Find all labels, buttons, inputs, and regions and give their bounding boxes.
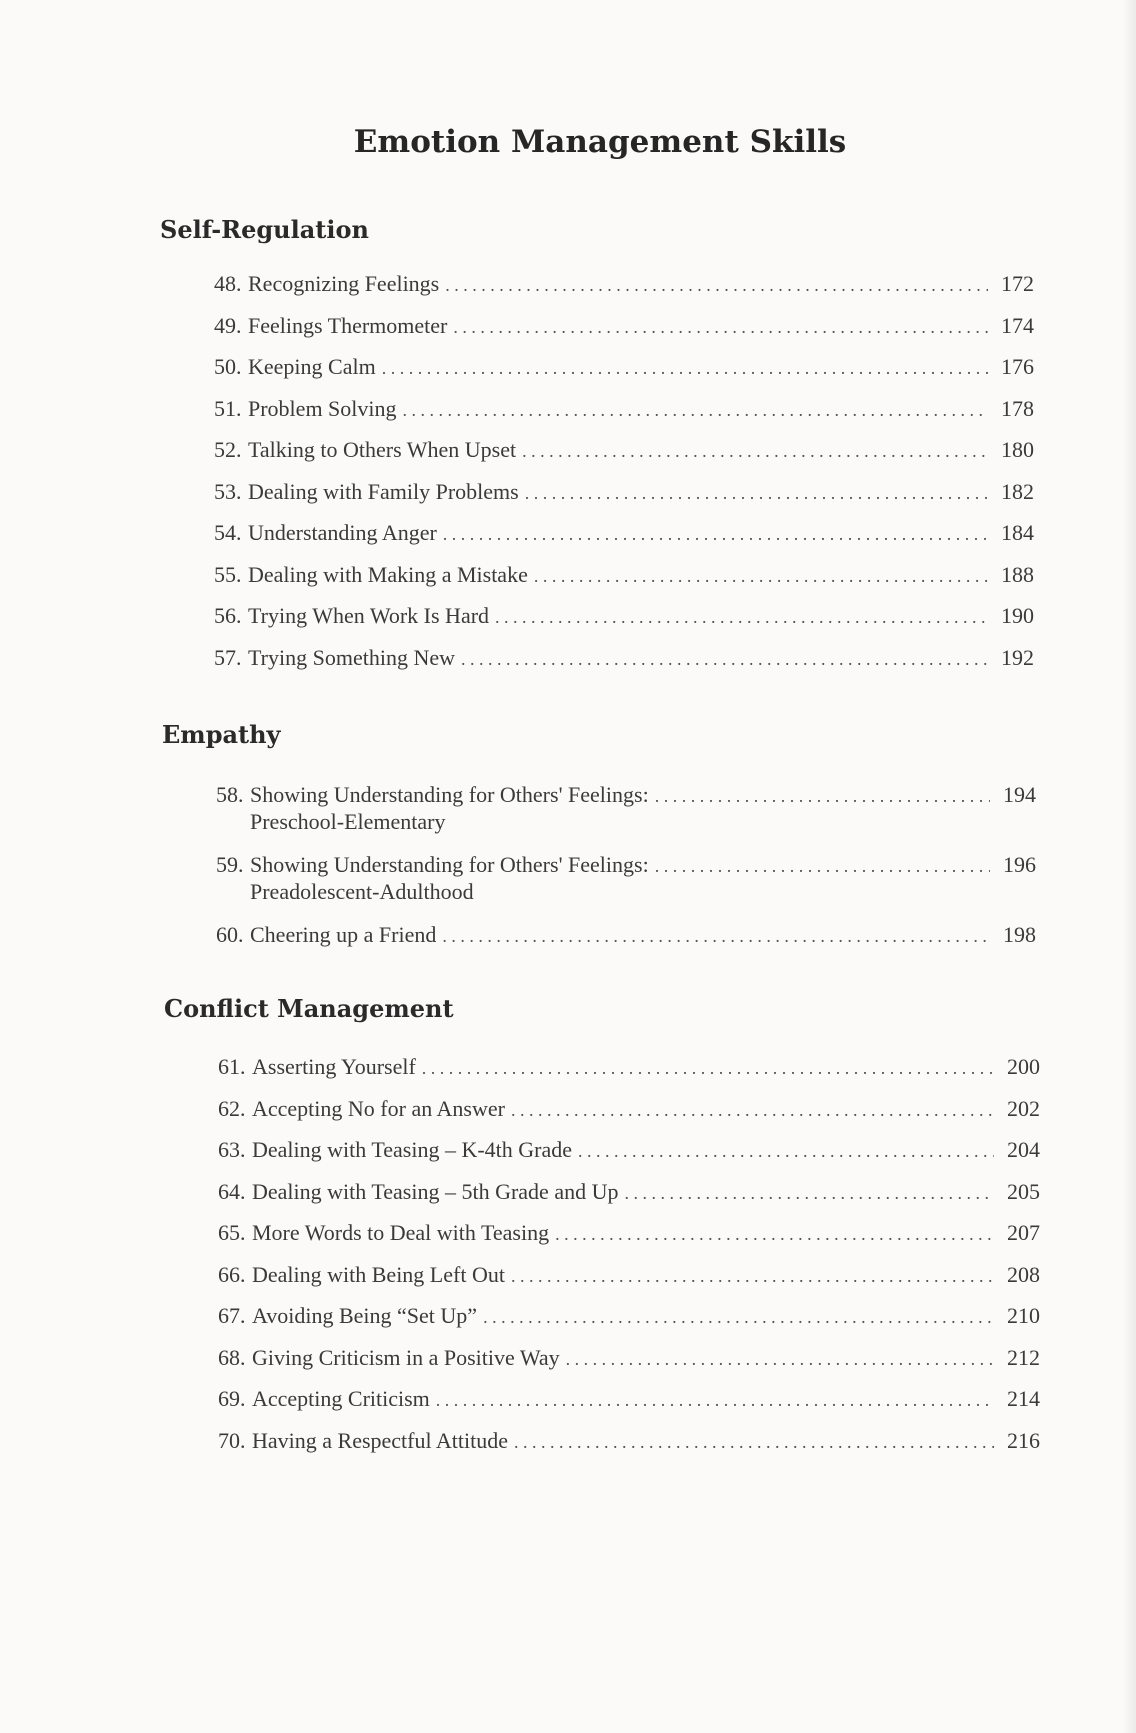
dot-leader [534, 563, 988, 589]
entry-page: 212 [1007, 1344, 1040, 1370]
toc-entry[interactable] [218, 1303, 1040, 1345]
toc-entry[interactable] [218, 1096, 1040, 1138]
entry-title: Showing Understanding for Others' Feelings: [250, 782, 649, 807]
dot-leader [495, 604, 988, 630]
entry-page: 200 [1007, 1054, 1040, 1079]
entry-number: 54. [214, 520, 242, 545]
toc-entry[interactable] [218, 1428, 1040, 1470]
toc-entry[interactable] [214, 271, 1034, 313]
entry-title: Keeping Calm [248, 354, 376, 379]
entry-number: 56. [214, 603, 242, 628]
entry-number: 63. [218, 1137, 246, 1162]
section-self-regulation [160, 215, 1035, 686]
entry-number: 53. [214, 478, 242, 504]
page-edge-shadow [1122, 0, 1136, 1733]
toc-entry[interactable] [216, 852, 1036, 922]
dot-leader [655, 853, 990, 879]
entry-title: Dealing with Family Problems [248, 478, 519, 504]
entry-title: Showing Understanding for Others' Feelings: [250, 852, 649, 877]
dot-leader [555, 1221, 994, 1247]
dot-leader [422, 1055, 994, 1081]
toc-entry[interactable] [218, 1137, 1040, 1179]
toc-entry[interactable] [214, 603, 1034, 645]
dot-leader [382, 355, 988, 381]
entry-page: 207 [1007, 1220, 1040, 1245]
page-title: Emotion Management Skills [353, 124, 847, 160]
entry-title: Giving Criticism in a Positive Way [252, 1344, 560, 1370]
section-heading: Self-Regulation [160, 215, 369, 244]
entry-page: 216 [1007, 1427, 1040, 1453]
entry-title: Avoiding Being “Set Up” [252, 1303, 478, 1328]
section-empathy [162, 720, 1037, 964]
toc-entry[interactable] [218, 1345, 1040, 1387]
dot-leader [566, 1346, 994, 1372]
dot-leader [445, 272, 988, 298]
entry-number: 66. [218, 1261, 246, 1287]
entry-title: Talking to Others When Upset [248, 437, 517, 462]
dot-leader [655, 783, 990, 809]
entry-page: 180 [1001, 437, 1034, 462]
dot-leader [453, 314, 988, 340]
entry-title: More Words to Deal with Teasing [252, 1220, 550, 1245]
dot-leader [403, 397, 988, 423]
entry-number: 64. [218, 1178, 246, 1204]
entry-page: 214 [1007, 1386, 1040, 1411]
entry-title: Feelings Thermometer [248, 312, 448, 338]
dot-leader [624, 1180, 994, 1206]
entry-subtitle: Preschool-Elementary [250, 809, 446, 834]
dot-leader [578, 1138, 994, 1164]
entry-number: 52. [214, 437, 242, 462]
entry-page: 204 [1007, 1137, 1040, 1162]
toc-entry[interactable] [216, 782, 1036, 852]
entry-title: Having a Respectful Attitude [252, 1427, 508, 1453]
toc-entry[interactable] [214, 396, 1034, 438]
dot-leader [443, 521, 988, 547]
entry-page: 205 [1007, 1178, 1040, 1204]
toc-entry[interactable] [218, 1262, 1040, 1304]
entry-title: Understanding Anger [248, 520, 437, 545]
entry-page: 196 [1003, 852, 1036, 877]
dot-leader [442, 923, 990, 949]
toc-entry[interactable] [214, 313, 1034, 355]
dot-leader [522, 438, 988, 464]
entry-title: Accepting Criticism [252, 1386, 430, 1411]
entry-page: 208 [1007, 1261, 1040, 1287]
entry-title: Asserting Yourself [252, 1054, 416, 1079]
entry-title: Trying Something New [248, 644, 455, 670]
dot-leader [514, 1429, 994, 1455]
entry-page: 198 [1003, 922, 1036, 947]
entry-page: 176 [1001, 354, 1034, 379]
entry-title: Trying When Work Is Hard [248, 603, 490, 628]
toc-entry[interactable] [218, 1054, 1040, 1096]
toc-entry[interactable] [218, 1386, 1040, 1428]
dot-leader [511, 1263, 994, 1289]
entry-number: 70. [218, 1427, 246, 1453]
toc-entry[interactable] [216, 922, 1036, 964]
entry-page: 192 [1001, 644, 1034, 670]
dot-leader [461, 646, 988, 672]
entry-number: 61. [218, 1054, 246, 1079]
entry-number: 65. [218, 1220, 246, 1245]
toc-entry[interactable] [214, 437, 1034, 479]
entry-page: 188 [1001, 561, 1034, 587]
entry-title: Dealing with Teasing – 5th Grade and Up [252, 1178, 619, 1204]
dot-leader [436, 1387, 994, 1413]
toc-entry[interactable] [218, 1220, 1040, 1262]
entry-page: 184 [1001, 520, 1034, 545]
toc-entry[interactable] [214, 479, 1034, 521]
entry-subtitle: Preadolescent-Adulthood [250, 879, 474, 904]
entry-number: 58. [216, 782, 244, 807]
entry-number: 51. [214, 395, 242, 421]
entry-title: Cheering up a Friend [250, 922, 437, 947]
dot-leader [483, 1304, 994, 1330]
entry-number: 57. [214, 644, 242, 670]
entry-page: 202 [1007, 1095, 1040, 1121]
entry-number: 49. [214, 312, 242, 338]
entry-title: Recognizing Feelings [248, 271, 440, 296]
dot-leader [511, 1097, 994, 1123]
toc-entry[interactable] [218, 1179, 1040, 1221]
entry-page: 194 [1003, 782, 1036, 807]
entry-number: 69. [218, 1386, 246, 1411]
entry-title: Dealing with Being Left Out [252, 1261, 505, 1287]
entry-page: 210 [1007, 1303, 1040, 1328]
entry-number: 48. [214, 271, 242, 296]
entry-title: Dealing with Teasing – K-4th Grade [252, 1137, 573, 1162]
section-heading: Empathy [162, 720, 281, 749]
toc-entry[interactable] [214, 520, 1034, 562]
entry-page: 182 [1001, 478, 1034, 504]
entry-number: 50. [214, 354, 242, 379]
entry-page: 190 [1001, 603, 1034, 628]
entry-number: 62. [218, 1095, 246, 1121]
entry-title: Accepting No for an Answer [252, 1095, 505, 1121]
entry-number: 55. [214, 561, 242, 587]
entry-number: 68. [218, 1344, 246, 1370]
toc-entry[interactable] [214, 645, 1034, 687]
entry-title: Dealing with Making a Mistake [248, 561, 528, 587]
section-heading: Conflict Management [164, 994, 454, 1023]
entry-title: Problem Solving [248, 395, 397, 421]
entry-number: 59. [216, 852, 244, 877]
toc-entry[interactable] [214, 562, 1034, 604]
entry-page: 174 [1001, 312, 1034, 338]
toc-entry[interactable] [214, 354, 1034, 396]
section-conflict-management [164, 994, 1040, 1469]
dot-leader [525, 480, 988, 506]
entry-page: 178 [1001, 395, 1034, 421]
entry-number: 67. [218, 1303, 246, 1328]
entry-number: 60. [216, 922, 244, 947]
entry-page: 172 [1001, 271, 1034, 296]
